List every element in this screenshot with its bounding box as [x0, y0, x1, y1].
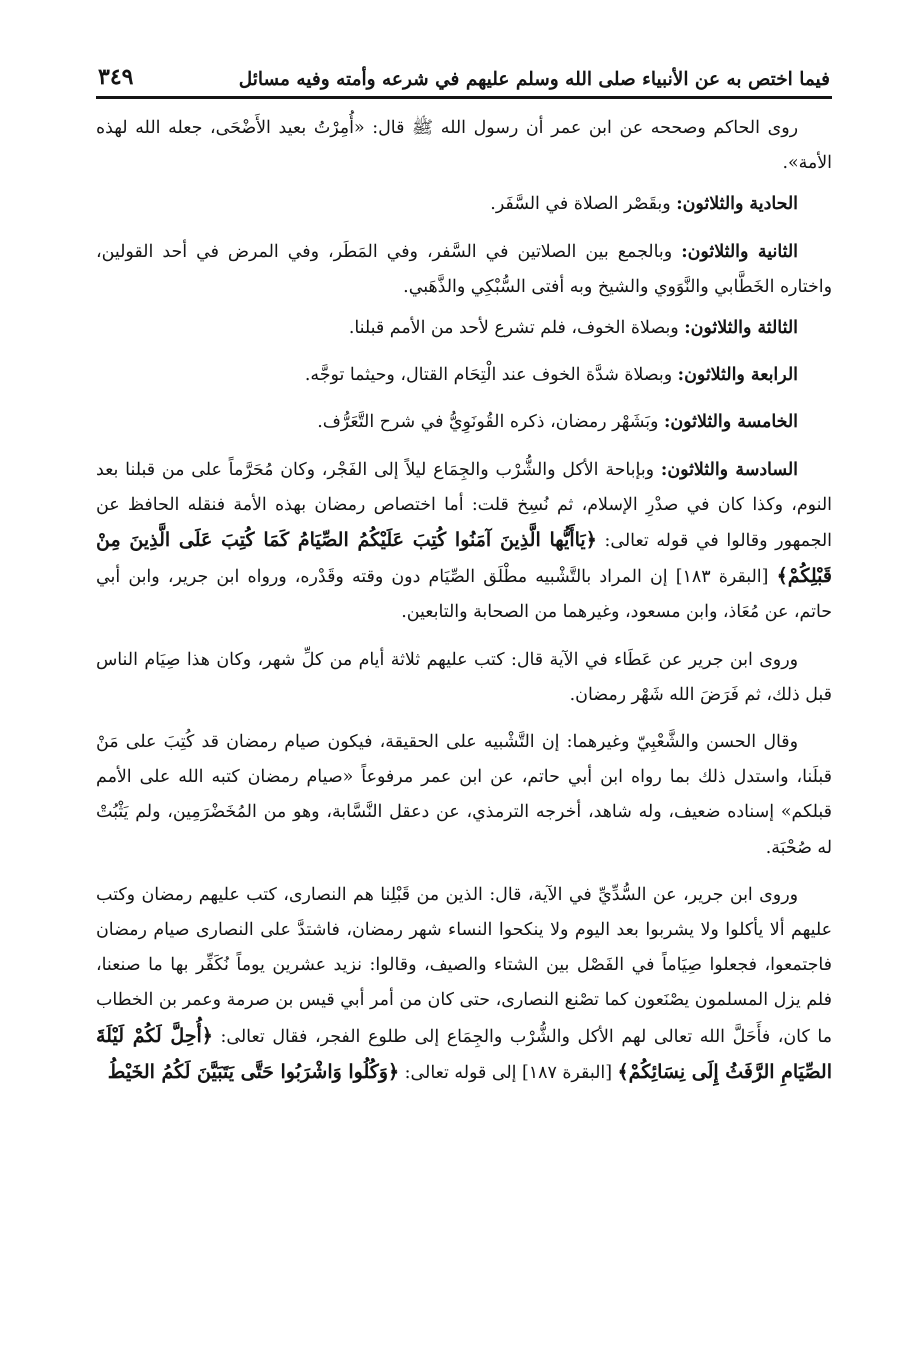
paragraph-hadith-adha	[96, 111, 832, 181]
paragraph-hasan-shabi	[96, 725, 832, 866]
paragraph-text: وبصلاة شدَّة الخوف عند الْتِحَام القتال، وحيثما توجَّه.	[304, 365, 678, 386]
quran-verse: ﴿يَاأَيُّها الَّذِينَ آمَنُوا كُتِبَ عَلَيْكُمُ الصِّيَامُ كَمَا كُتِبَ عَلَى الَّذِينَ مِنْ قَبْلِكُمْ﴾	[96, 529, 832, 588]
quran-verse: ﴿وَكُلُوا وَاشْرَبُوا حَتَّى يَتَبَيَّنَ لَكُمُ الخَيْطُ	[107, 1060, 400, 1083]
issue-label: الحادية والثلاثون:	[676, 194, 798, 215]
issue-label: الخامسة والثلاثون:	[663, 412, 798, 433]
paragraph-text: وقال الحسن والشَّعْبِيّ وغيرهما: إن التَّشْبيه على الحقيقة، فيكون صيام رمضان قد كُتِبَ على مَنْ قبلَنا، واستدل ذلك بما رواه ابن أبي حاتم، عن ابن عمر مرفوعاً «صيام رمضان كتبه الله على الأمم قبلكم» إسناده ضعيف، وله شاهد، أخرجه الترمذي، عن دعقل النَّسَّابة، وهو من المُخَضْرَمِين، ولم يَثْبُتْ له صُحْبَة.	[96, 732, 832, 858]
quran-verse: ﴿أُحِلَّ لَكُمْ لَيْلَةَ الصِّيَامِ الرَّفَثُ إِلَى نِسَائِكُمْ﴾	[96, 1024, 832, 1083]
paragraph-issue-32	[96, 235, 832, 305]
paragraph-text: وبالجمع بين الصلاتين في السَّفر، وفي المَطَر، وفي المرض في أحد القولين، واختاره الخَطَّابي والنَّوَوي والشيخ وبه أفتى السُّبْكِي والذَّهَبي.	[96, 241, 832, 297]
paragraph-text: [البقرة ١٨٧] إلى قوله تعالى:	[399, 1062, 618, 1083]
paragraph-issue-31	[96, 187, 832, 222]
page-body	[96, 99, 832, 1091]
paragraph-text: وبصلاة الخوف، فلم تشرع لأحد من الأمم قبلنا.	[348, 318, 685, 339]
paragraph-issue-34	[96, 358, 832, 393]
issue-label: الثانية والثلاثون:	[681, 241, 799, 262]
paragraph-text: [البقرة ١٨٣] إن المراد بالتَّشْبيه مطْلَق الصِّيَام دون وقته وقَدْره، ورواه ابن جرير، وابن أبي حاتم، عن مُعَاذ، وابن مسعود، وغيرهما من الصحابة والتابعين.	[96, 567, 832, 623]
paragraph-issue-33	[96, 311, 832, 346]
header-title: فيما اختص به عن الأنبياء صلى الله وسلم عليهم في شرعه وأمته وفيه مسائل	[238, 69, 830, 90]
issue-label: الثالثة والثلاثون:	[684, 318, 798, 339]
issue-label: السادسة والثلاثون:	[660, 459, 799, 480]
paragraph-text: وبقَصْر الصلاة في السَّفَر.	[490, 194, 677, 215]
paragraph-issue-36	[96, 453, 832, 631]
paragraph-text: روى الحاكم وصححه عن ابن عمر أن رسول الله ﷺ قال: «أُمِرْتُ بعيد الأَضْحَى، جعله الله لهذه الأمة».	[96, 118, 832, 174]
page-number: ٣٤٩	[98, 64, 134, 90]
paragraph-text: وبَشَهْر رمضان، ذكره القُونَوِيُّ في شرح التَّعَرُّف.	[317, 412, 664, 433]
document-page	[96, 54, 832, 1354]
paragraph-text: وروى ابن جرير عن عَطَاء في الآية قال: كتب عليهم ثلاثة أيام من كلِّ شهر، وكان هذا صِيَام الناس قبل ذلك، ثم فَرَضَ الله شَهْر رمضان.	[96, 649, 832, 705]
paragraph-issue-35	[96, 405, 832, 440]
paragraph-text: وروى ابن جرير، عن السُّدِّيِّ في الآية، قال: الذين من قَبْلِنا هم النصارى، كتب عليهم رمضان وكتب عليهم ألا يأكلوا ولا يشربوا بعد اليوم ولا ينكحوا النساء شهر رمضان، فاشتدَّ على النصارى صيام رمضان فاجتمعوا، فجعلوا صِيَاماً في الفَصْل بين الشتاء والصيف، وقالوا: نزيد عشرين يوماً نُكَفِّر بها ما صنعنا، فلم يزل المسلمون يصْنَعون كما تصْنع النصارى، حتى كان من أمر أبي قيس بن صرمة وعمر بن الخطاب ما كان، فأَحَلَّ الله تعالى لهم الأكل والشُّرْب والجِمَاع إلى طلوع الفجر، فقال تعالى:	[96, 884, 832, 1047]
paragraph-ibn-jarir-ata	[96, 643, 832, 713]
paragraph-ibn-jarir-suddi	[96, 878, 832, 1091]
running-header	[96, 54, 832, 99]
issue-label: الرابعة والثلاثون:	[677, 365, 798, 386]
paragraph-text: وبإباحة الأكل والشُّرْب والجِمَاع ليلاً إلى الفَجْر، وكان مُحَرَّماً على من قبلنا بعد النوم، وكذا كان في صدْرِ الإسلام، ثم نُسِخ قلت: أما اختصاص رمضان بهذه الأمة فنقله الحافظ عن الجمهور وقالوا في قوله تعالى:	[96, 459, 832, 552]
